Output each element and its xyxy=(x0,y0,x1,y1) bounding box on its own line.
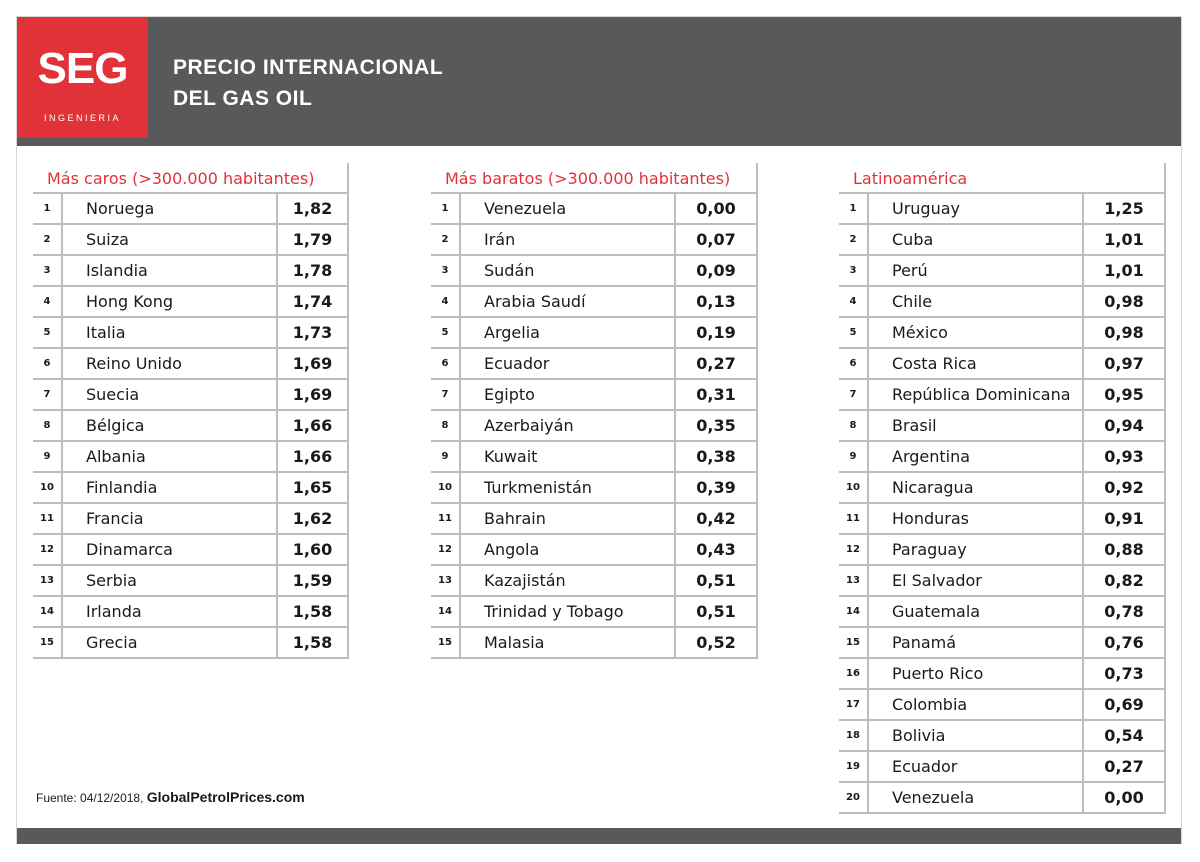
country-cell: Francia xyxy=(63,504,278,533)
price-cell: 1,59 xyxy=(292,571,333,590)
price-cell: 1,78 xyxy=(292,261,333,280)
rank-cell: 6 xyxy=(33,349,63,378)
rank-cell: 19 xyxy=(839,752,869,781)
rank-cell: 9 xyxy=(33,442,63,471)
price-cell: 1,58 xyxy=(292,633,333,652)
table-row xyxy=(431,256,758,287)
title-line-2: DEL GAS OIL xyxy=(173,87,313,110)
footer-bar xyxy=(17,828,1181,844)
country-cell: Panamá xyxy=(869,628,1084,657)
country-cell: Ecuador xyxy=(869,752,1084,781)
price-cell: 1,74 xyxy=(292,292,333,311)
price-cell: 0,69 xyxy=(1104,695,1144,714)
price-cell: 1,82 xyxy=(292,199,333,218)
country-cell: Bélgica xyxy=(63,411,278,440)
rank-cell: 7 xyxy=(431,380,461,409)
rank-cell: 9 xyxy=(431,442,461,471)
table-most-expensive xyxy=(33,163,349,659)
table-row xyxy=(431,380,758,411)
price-cell: 1,01 xyxy=(1104,261,1144,280)
table-row xyxy=(431,287,758,318)
country-cell: Ecuador xyxy=(461,349,676,378)
table-row xyxy=(431,318,758,349)
table-row xyxy=(839,473,1166,504)
table-cheapest xyxy=(431,163,758,659)
price-cell: 0,94 xyxy=(1104,416,1144,435)
country-cell: Perú xyxy=(869,256,1084,285)
table-row xyxy=(839,256,1166,287)
price-cell: 0,97 xyxy=(1104,354,1144,373)
price-cell: 1,62 xyxy=(292,509,333,528)
table-row xyxy=(33,628,349,659)
country-cell: Costa Rica xyxy=(869,349,1084,378)
table-row xyxy=(839,442,1166,473)
source-site: GlobalPetrolPrices.com xyxy=(146,789,305,805)
country-cell: Arabia Saudí xyxy=(461,287,676,316)
country-cell: Guatemala xyxy=(869,597,1084,626)
country-cell: Argentina xyxy=(869,442,1084,471)
country-cell: República Dominicana xyxy=(869,380,1084,409)
price-cell: 0,98 xyxy=(1104,323,1144,342)
price-cell: 1,58 xyxy=(292,602,333,621)
rank-cell: 13 xyxy=(431,566,461,595)
table-heading: Más baratos (>300.000 habitantes) xyxy=(431,163,758,194)
table-row xyxy=(431,504,758,535)
table-row xyxy=(431,628,758,659)
country-cell: Honduras xyxy=(869,504,1084,533)
country-cell: Sudán xyxy=(461,256,676,285)
table-row xyxy=(839,287,1166,318)
price-cell: 1,69 xyxy=(292,385,333,404)
price-cell: 1,66 xyxy=(292,447,333,466)
price-cell: 1,65 xyxy=(292,478,333,497)
table-row xyxy=(839,318,1166,349)
table-row xyxy=(33,380,349,411)
table-heading: Más caros (>300.000 habitantes) xyxy=(33,163,349,194)
country-cell: Angola xyxy=(461,535,676,564)
country-cell: Nicaragua xyxy=(869,473,1084,502)
table-row xyxy=(33,504,349,535)
country-cell: Kazajistán xyxy=(461,566,676,595)
country-cell: Suecia xyxy=(63,380,278,409)
price-cell: 0,35 xyxy=(696,416,736,435)
price-cell: 0,54 xyxy=(1104,726,1144,745)
table-row xyxy=(431,411,758,442)
table-row xyxy=(431,535,758,566)
price-cell: 0,27 xyxy=(696,354,736,373)
table-row xyxy=(431,473,758,504)
country-cell: Grecia xyxy=(63,628,278,657)
rank-cell: 16 xyxy=(839,659,869,688)
table-row xyxy=(839,566,1166,597)
table-row xyxy=(431,194,758,225)
rank-cell: 15 xyxy=(431,628,461,657)
country-cell: Chile xyxy=(869,287,1084,316)
price-cell: 0,88 xyxy=(1104,540,1144,559)
rank-cell: 10 xyxy=(33,473,63,502)
price-cell: 0,78 xyxy=(1104,602,1144,621)
table-row xyxy=(839,783,1166,814)
rank-cell: 13 xyxy=(33,566,63,595)
rank-cell: 1 xyxy=(33,194,63,223)
price-cell: 0,42 xyxy=(696,509,736,528)
price-cell: 0,91 xyxy=(1104,509,1144,528)
rank-cell: 7 xyxy=(33,380,63,409)
country-cell: Serbia xyxy=(63,566,278,595)
price-cell: 1,25 xyxy=(1104,199,1144,218)
table-row xyxy=(33,535,349,566)
table-row xyxy=(33,349,349,380)
price-cell: 1,60 xyxy=(292,540,333,559)
table-row xyxy=(839,628,1166,659)
table-row xyxy=(33,256,349,287)
country-cell: Irán xyxy=(461,225,676,254)
table-row xyxy=(33,194,349,225)
country-cell: Colombia xyxy=(869,690,1084,719)
table-heading: Latinoamérica xyxy=(839,163,1166,194)
rank-cell: 15 xyxy=(33,628,63,657)
country-cell: Kuwait xyxy=(461,442,676,471)
price-cell: 0,73 xyxy=(1104,664,1144,683)
table-row xyxy=(33,411,349,442)
table-row xyxy=(33,287,349,318)
price-cell: 0,00 xyxy=(1104,788,1144,807)
rank-cell: 2 xyxy=(839,225,869,254)
country-cell: Albania xyxy=(63,442,278,471)
rank-cell: 12 xyxy=(431,535,461,564)
rank-cell: 12 xyxy=(839,535,869,564)
logo-brand: SEG xyxy=(37,44,128,93)
price-cell: 1,01 xyxy=(1104,230,1144,249)
rank-cell: 20 xyxy=(839,783,869,812)
table-row xyxy=(33,597,349,628)
title-line-1: PRECIO INTERNACIONAL xyxy=(173,56,444,79)
rank-cell: 3 xyxy=(431,256,461,285)
table-row xyxy=(839,349,1166,380)
price-cell: 1,79 xyxy=(292,230,333,249)
rank-cell: 11 xyxy=(839,504,869,533)
rank-cell: 8 xyxy=(431,411,461,440)
rank-cell: 11 xyxy=(431,504,461,533)
price-cell: 0,95 xyxy=(1104,385,1144,404)
country-cell: Bahrain xyxy=(461,504,676,533)
country-cell: Suiza xyxy=(63,225,278,254)
rank-cell: 14 xyxy=(33,597,63,626)
rank-cell: 10 xyxy=(839,473,869,502)
rank-cell: 14 xyxy=(839,597,869,626)
price-cell: 0,31 xyxy=(696,385,736,404)
rank-cell: 3 xyxy=(839,256,869,285)
price-cell: 0,76 xyxy=(1104,633,1144,652)
table-row xyxy=(431,597,758,628)
table-row xyxy=(839,380,1166,411)
country-cell: Malasia xyxy=(461,628,676,657)
table-row xyxy=(33,225,349,256)
table-row xyxy=(431,349,758,380)
price-cell: 0,07 xyxy=(696,230,736,249)
table-row xyxy=(839,504,1166,535)
price-cell: 0,13 xyxy=(696,292,736,311)
rank-cell: 11 xyxy=(33,504,63,533)
rank-cell: 4 xyxy=(839,287,869,316)
page-title xyxy=(173,52,443,114)
price-cell: 0,93 xyxy=(1104,447,1144,466)
price-cell: 0,52 xyxy=(696,633,736,652)
rank-cell: 5 xyxy=(431,318,461,347)
price-cell: 1,66 xyxy=(292,416,333,435)
rank-cell: 6 xyxy=(839,349,869,378)
rank-cell: 7 xyxy=(839,380,869,409)
table-row xyxy=(839,752,1166,783)
price-cell: 0,39 xyxy=(696,478,736,497)
table-row xyxy=(431,442,758,473)
rank-cell: 5 xyxy=(33,318,63,347)
country-cell: Reino Unido xyxy=(63,349,278,378)
country-cell: Brasil xyxy=(869,411,1084,440)
rank-cell: 15 xyxy=(839,628,869,657)
rank-cell: 9 xyxy=(839,442,869,471)
logo-subtitle: INGENIERIA xyxy=(43,113,121,123)
country-cell: Noruega xyxy=(63,194,278,223)
country-cell: Trinidad y Tobago xyxy=(461,597,676,626)
table-row xyxy=(33,318,349,349)
price-cell: 0,92 xyxy=(1104,478,1144,497)
country-cell: México xyxy=(869,318,1084,347)
rank-cell: 3 xyxy=(33,256,63,285)
price-cell: 0,27 xyxy=(1104,757,1144,776)
price-cell: 0,38 xyxy=(696,447,736,466)
table-row xyxy=(839,721,1166,752)
country-cell: Argelia xyxy=(461,318,676,347)
rank-cell: 5 xyxy=(839,318,869,347)
table-row xyxy=(839,535,1166,566)
country-cell: El Salvador xyxy=(869,566,1084,595)
table-row xyxy=(431,225,758,256)
table-latin-america xyxy=(839,163,1166,814)
country-cell: Venezuela xyxy=(461,194,676,223)
country-cell: Puerto Rico xyxy=(869,659,1084,688)
rank-cell: 17 xyxy=(839,690,869,719)
country-cell: Italia xyxy=(63,318,278,347)
country-cell: Venezuela xyxy=(869,783,1084,812)
rank-cell: 6 xyxy=(431,349,461,378)
table-row xyxy=(839,659,1166,690)
table-row xyxy=(33,566,349,597)
price-cell: 1,73 xyxy=(292,323,333,342)
rank-cell: 13 xyxy=(839,566,869,595)
rank-cell: 8 xyxy=(839,411,869,440)
country-cell: Bolivia xyxy=(869,721,1084,750)
country-cell: Cuba xyxy=(869,225,1084,254)
country-cell: Egipto xyxy=(461,380,676,409)
country-cell: Irlanda xyxy=(63,597,278,626)
source-prefix: Fuente: 04/12/2018, xyxy=(36,791,147,805)
country-cell: Paraguay xyxy=(869,535,1084,564)
rank-cell: 2 xyxy=(33,225,63,254)
price-cell: 0,19 xyxy=(696,323,736,342)
country-cell: Islandia xyxy=(63,256,278,285)
rank-cell: 12 xyxy=(33,535,63,564)
table-row xyxy=(839,690,1166,721)
table-row xyxy=(33,442,349,473)
price-cell: 0,51 xyxy=(696,602,736,621)
price-cell: 0,51 xyxy=(696,571,736,590)
country-cell: Uruguay xyxy=(869,194,1084,223)
price-cell: 0,09 xyxy=(696,261,736,280)
price-cell: 0,98 xyxy=(1104,292,1144,311)
rank-cell: 14 xyxy=(431,597,461,626)
country-cell: Finlandia xyxy=(63,473,278,502)
price-cell: 0,82 xyxy=(1104,571,1144,590)
rank-cell: 10 xyxy=(431,473,461,502)
rank-cell: 1 xyxy=(839,194,869,223)
source-note xyxy=(36,789,305,805)
price-cell: 0,00 xyxy=(696,199,736,218)
rank-cell: 18 xyxy=(839,721,869,750)
table-row xyxy=(839,194,1166,225)
country-cell: Dinamarca xyxy=(63,535,278,564)
rank-cell: 2 xyxy=(431,225,461,254)
country-cell: Azerbaiyán xyxy=(461,411,676,440)
table-row xyxy=(839,597,1166,628)
table-row xyxy=(33,473,349,504)
table-row xyxy=(839,411,1166,442)
rank-cell: 1 xyxy=(431,194,461,223)
country-cell: Hong Kong xyxy=(63,287,278,316)
table-row xyxy=(431,566,758,597)
table-row xyxy=(839,225,1166,256)
rank-cell: 4 xyxy=(431,287,461,316)
rank-cell: 4 xyxy=(33,287,63,316)
rank-cell: 8 xyxy=(33,411,63,440)
seg-logo xyxy=(17,17,148,138)
price-cell: 0,43 xyxy=(696,540,736,559)
price-cell: 1,69 xyxy=(292,354,333,373)
country-cell: Turkmenistán xyxy=(461,473,676,502)
